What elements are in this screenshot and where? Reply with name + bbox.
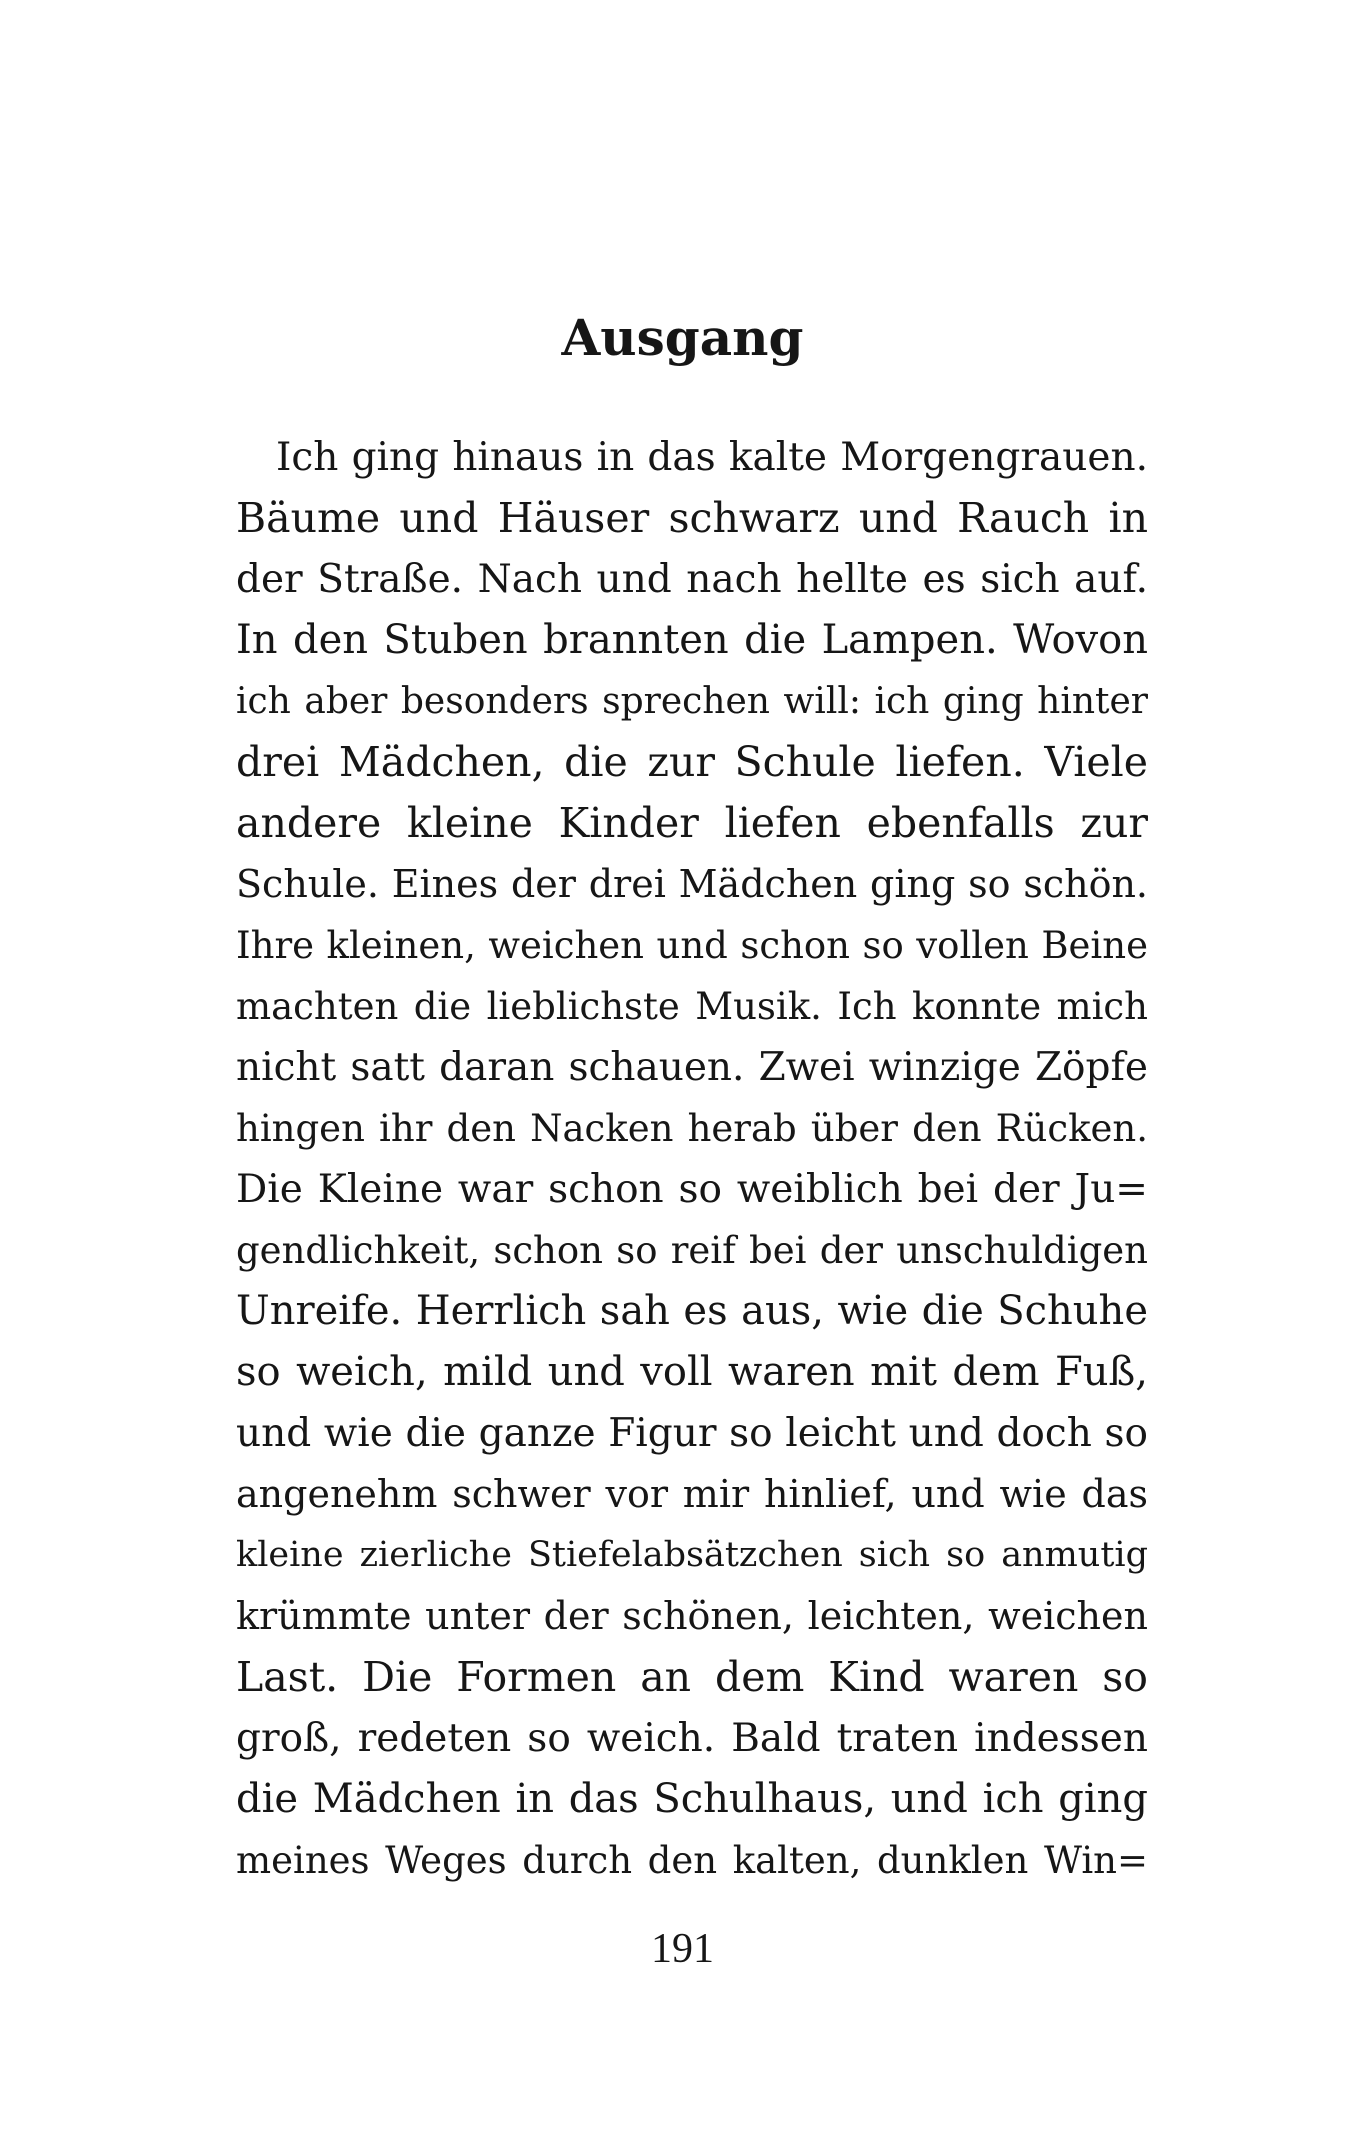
text-line: Last. Die Formen an dem Kind waren so: [236, 1653, 1148, 1701]
text-line: gendlichkeit, schon so reif bei der unschuldigen: [236, 1229, 1148, 1272]
text-line: Unreife. Herrlich sah es aus, wie die Schuhe: [236, 1288, 1148, 1334]
text-line: andere kleine Kinder liefen ebenfalls zur: [236, 799, 1148, 847]
text-line: ich aber besonders sprechen will: ich ging hinter: [236, 681, 1148, 722]
text-line: Bäume und Häuser schwarz und Rauch in: [236, 494, 1148, 542]
text-line: der Straße. Nach und nach hellte es sich auf.: [236, 557, 1148, 602]
text-line: Ich ging hinaus in das kalte Morgengrauen.: [276, 435, 1148, 480]
text-line: kleine zierliche Stiefelabsätzchen sich so anmutig: [236, 1535, 1148, 1575]
text-line: angenehm schwer vor mir hinlief, und wie das: [236, 1472, 1148, 1516]
chapter-title: Ausgang: [561, 308, 804, 367]
text-line: drei Mädchen, die zur Schule liefen. Viele: [236, 738, 1148, 786]
text-line: In den Stuben brannten die Lampen. Wovon: [236, 617, 1148, 663]
text-line: nicht satt daran schauen. Zwei winzige Zöpfe: [236, 1045, 1148, 1090]
text-line: und wie die ganze Figur so leicht und doch so: [236, 1411, 1148, 1456]
text-line: machten die lieblichste Musik. Ich konnte mich: [236, 985, 1148, 1028]
page-number: 191: [651, 1926, 714, 1972]
text-line: hingen ihr den Nacken herab über den Rücken.: [236, 1107, 1148, 1150]
text-line: groß, redeten so weich. Bald traten indessen: [236, 1716, 1148, 1761]
text-line: meines Weges durch den kalten, dunklen Win=: [236, 1839, 1148, 1882]
text-line: Schule. Eines der drei Mädchen ging so schön.: [236, 862, 1148, 906]
text-line: Ihre kleinen, weichen und schon so vollen Beine: [236, 924, 1148, 967]
text-line: krümmte unter der schönen, leichten, weichen: [236, 1594, 1148, 1638]
text-line: Die Kleine war schon so weiblich bei der Ju=: [236, 1167, 1148, 1212]
text-line: so weich, mild und voll waren mit dem Fuß,: [236, 1349, 1148, 1395]
text-line: die Mädchen in das Schulhaus, und ich ging: [236, 1776, 1148, 1822]
body-text: [236, 427, 1148, 1891]
